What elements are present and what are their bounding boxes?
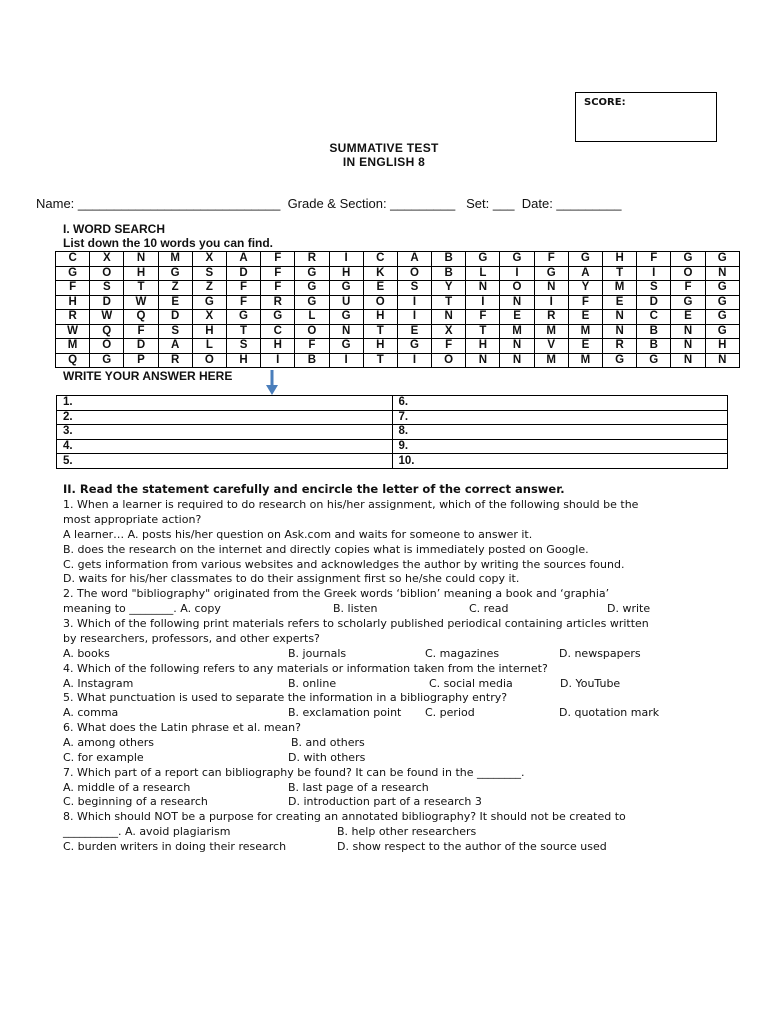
grid-cell: H (466, 339, 500, 354)
grid-cell: H (705, 339, 739, 354)
q3-options (63, 647, 743, 662)
grid-cell: Y (432, 281, 466, 296)
grid-cell: I (329, 252, 363, 267)
q5-option-b: B. exclamation point (288, 706, 402, 719)
grid-cell: N (500, 353, 534, 368)
grid-cell: R (534, 310, 568, 325)
q7-option-a: A. middle of a research (63, 781, 191, 794)
grid-cell: O (671, 266, 705, 281)
q8-stem-1: 8. Which should NOT be a purpose for creating an annotated bibliography? It should not be created to (63, 810, 626, 823)
grid-cell: B (432, 266, 466, 281)
grid-cell: G (705, 252, 739, 267)
q7-option-b: B. last page of a research (288, 781, 429, 794)
grid-cell: T (603, 266, 637, 281)
q4-option-b: B. online (288, 677, 337, 690)
answer-row (57, 439, 728, 454)
grid-cell: N (671, 353, 705, 368)
grid-cell: F (124, 324, 158, 339)
answer-label: WRITE YOUR ANSWER HERE (63, 369, 233, 383)
grid-cell: C (56, 252, 90, 267)
grid-cell: G (671, 252, 705, 267)
q3-option-b: B. journals (288, 647, 347, 660)
grid-row (56, 266, 740, 281)
answer-slot[interactable]: 10. (392, 454, 728, 469)
q6-option-d: D. with others (288, 751, 366, 764)
q5-stem: 5. What punctuation is used to separate the information in a bibliography entry? (63, 691, 508, 704)
answer-slot[interactable]: 5. (57, 454, 393, 469)
q2-option-d: D. write (607, 602, 651, 615)
grid-row (56, 353, 740, 368)
answer-slot[interactable]: 4. (57, 439, 393, 454)
grid-cell: M (500, 324, 534, 339)
grid-cell: V (534, 339, 568, 354)
grid-cell: Q (90, 324, 124, 339)
grid-cell: G (56, 266, 90, 281)
grid-cell: A (397, 252, 431, 267)
grid-cell: G (226, 310, 260, 325)
grid-cell: D (124, 339, 158, 354)
grid-cell: H (261, 339, 295, 354)
grid-cell: N (671, 339, 705, 354)
grid-cell: E (500, 310, 534, 325)
grid-cell: H (363, 310, 397, 325)
grid-row (56, 295, 740, 310)
grid-cell: A (568, 266, 602, 281)
title-line-2: IN ENGLISH 8 (342, 155, 426, 169)
grid-cell: G (705, 281, 739, 296)
grid-cell: I (397, 295, 431, 310)
grid-cell: G (261, 310, 295, 325)
grid-cell: I (637, 266, 671, 281)
grid-cell: O (295, 324, 329, 339)
answer-slot[interactable]: 3. (57, 425, 393, 440)
title-line-1: SUMMATIVE TEST (329, 141, 439, 155)
grid-cell: S (226, 339, 260, 354)
grid-cell: T (466, 324, 500, 339)
grid-cell: G (500, 252, 534, 267)
grid-cell: N (603, 324, 637, 339)
q6-stem: 6. What does the Latin phrase et al. mean? (63, 721, 301, 734)
grid-cell: H (56, 295, 90, 310)
grid-cell: P (124, 353, 158, 368)
grid-cell: F (261, 281, 295, 296)
grid-cell: O (90, 266, 124, 281)
grid-cell: D (158, 310, 192, 325)
grid-cell: E (568, 339, 602, 354)
grid-cell: M (603, 281, 637, 296)
grid-row (56, 281, 740, 296)
grid-cell: B (637, 339, 671, 354)
grid-cell: F (56, 281, 90, 296)
answer-row (57, 454, 728, 469)
q6-option-c: C. for example (63, 751, 144, 764)
grid-cell: O (363, 295, 397, 310)
grid-cell: F (671, 281, 705, 296)
grid-cell: X (192, 310, 226, 325)
grid-cell: R (261, 295, 295, 310)
grid-cell: G (603, 353, 637, 368)
grid-cell: O (500, 281, 534, 296)
grid-cell: F (466, 310, 500, 325)
q3-option-c: C. magazines (425, 647, 500, 660)
grid-cell: G (192, 295, 226, 310)
grid-cell: N (329, 324, 363, 339)
q6-option-b: B. and others (291, 736, 365, 749)
grid-cell: S (637, 281, 671, 296)
grid-cell: N (705, 266, 739, 281)
grid-cell: G (705, 324, 739, 339)
grid-cell: D (90, 295, 124, 310)
grid-cell: I (534, 295, 568, 310)
q2-row (63, 602, 743, 617)
grid-cell: N (671, 324, 705, 339)
grid-cell: W (124, 295, 158, 310)
grid-cell: M (56, 339, 90, 354)
grid-cell: G (397, 339, 431, 354)
q8-options-row-2 (63, 840, 743, 855)
grid-cell: W (90, 310, 124, 325)
grid-cell: E (568, 310, 602, 325)
grid-cell: H (192, 324, 226, 339)
answer-slot[interactable]: 1. (57, 396, 393, 411)
grid-cell: M (534, 353, 568, 368)
grid-cell: I (261, 353, 295, 368)
q5-option-c: C. period (425, 706, 475, 719)
section1-instruction: List down the 10 words you can find. (63, 236, 274, 250)
grid-cell: N (466, 353, 500, 368)
q3-stem-1: 3. Which of the following print materials refers to scholarly published periodical containing articles written (63, 617, 649, 630)
q8-option-b: B. help other researchers (337, 825, 477, 838)
grid-cell: C (637, 310, 671, 325)
grid-cell: F (637, 252, 671, 267)
grid-cell: G (466, 252, 500, 267)
q1-stem-2: most appropriate action? (63, 513, 202, 526)
answer-slot[interactable]: 6. (392, 396, 728, 411)
grid-row (56, 324, 740, 339)
grid-cell: H (329, 266, 363, 281)
grid-cell: C (363, 252, 397, 267)
q5-option-a: A. comma (63, 706, 119, 719)
q2-stem-2: meaning to ________. A. copy (63, 602, 221, 615)
q7-stem: 7. Which part of a report can bibliography be found? It can be found in the ________. (63, 766, 525, 779)
grid-cell: G (295, 266, 329, 281)
grid-cell: N (500, 295, 534, 310)
q3-stem-2: by researchers, professors, and other experts? (63, 632, 320, 645)
answer-table (56, 395, 728, 469)
grid-cell: I (397, 310, 431, 325)
grid-cell: H (226, 353, 260, 368)
grid-cell: G (329, 339, 363, 354)
q1-option-a: A learner… A. posts his/her question on Ask.com and waits for someone to answer it. (63, 528, 533, 541)
grid-cell: X (192, 252, 226, 267)
grid-cell: N (603, 310, 637, 325)
grid-cell: F (226, 281, 260, 296)
grid-cell: F (261, 252, 295, 267)
grid-cell: G (705, 310, 739, 325)
grid-cell: G (295, 295, 329, 310)
grid-cell: R (158, 353, 192, 368)
grid-cell: L (466, 266, 500, 281)
grid-cell: D (226, 266, 260, 281)
grid-cell: Q (56, 353, 90, 368)
q4-option-a: A. Instagram (63, 677, 134, 690)
grid-cell: O (397, 266, 431, 281)
grid-cell: F (568, 295, 602, 310)
grid-cell: B (295, 353, 329, 368)
answer-slot[interactable]: 2. (57, 410, 393, 425)
answer-slot[interactable]: 8. (392, 425, 728, 440)
grid-cell: O (432, 353, 466, 368)
grid-cell: G (90, 353, 124, 368)
q4-option-d: D. YouTube (560, 677, 621, 690)
q7-options-row-1 (63, 781, 743, 796)
score-box (575, 92, 717, 142)
grid-cell: A (158, 339, 192, 354)
grid-cell: I (329, 353, 363, 368)
grid-cell: T (124, 281, 158, 296)
q3-option-d: D. newspapers (559, 647, 641, 660)
grid-cell: N (466, 281, 500, 296)
grid-cell: S (397, 281, 431, 296)
grid-cell: E (158, 295, 192, 310)
q8-row (63, 825, 743, 840)
grid-cell: G (329, 281, 363, 296)
grid-cell: U (329, 295, 363, 310)
grid-cell: N (534, 281, 568, 296)
answer-row (57, 425, 728, 440)
grid-cell: H (363, 339, 397, 354)
section1-heading: I. WORD SEARCH (63, 222, 165, 236)
q2-option-b: B. listen (333, 602, 378, 615)
grid-cell: N (432, 310, 466, 325)
grid-cell: A (226, 252, 260, 267)
q6-option-a: A. among others (63, 736, 154, 749)
answer-row (57, 396, 728, 411)
q6-options-row-1 (63, 736, 743, 751)
q7-options-row-2 (63, 795, 743, 810)
arrow-down-icon (266, 370, 278, 396)
grid-cell: S (192, 266, 226, 281)
grid-cell: R (295, 252, 329, 267)
grid-cell: N (124, 252, 158, 267)
grid-row (56, 339, 740, 354)
grid-cell: E (671, 310, 705, 325)
grid-cell: S (158, 324, 192, 339)
grid-cell: T (363, 353, 397, 368)
grid-cell: G (329, 310, 363, 325)
q4-options (63, 677, 743, 692)
q4-stem: 4. Which of the following refers to any materials or information taken from the internet? (63, 662, 548, 675)
grid-cell: F (226, 295, 260, 310)
grid-cell: O (90, 339, 124, 354)
q3-option-a: A. books (63, 647, 110, 660)
grid-cell: O (192, 353, 226, 368)
q1-option-d: D. waits for his/her classmates to do their assignment first so he/she could copy it. (63, 572, 520, 585)
q1-option-c: C. gets information from various websites and acknowledges the author by writing the sources found. (63, 558, 625, 571)
grid-cell: L (192, 339, 226, 354)
grid-cell: Z (192, 281, 226, 296)
grid-cell: G (671, 295, 705, 310)
grid-cell: G (637, 353, 671, 368)
grid-cell: G (158, 266, 192, 281)
q4-option-c: C. social media (429, 677, 513, 690)
grid-cell: D (637, 295, 671, 310)
grid-cell: I (466, 295, 500, 310)
answer-slot[interactable]: 9. (392, 439, 728, 454)
grid-row (56, 310, 740, 325)
q1-option-b: B. does the research on the internet and directly copies what is immediately posted on Google. (63, 543, 589, 556)
grid-cell: R (56, 310, 90, 325)
grid-cell: M (158, 252, 192, 267)
grid-cell: F (534, 252, 568, 267)
section2-heading: II. Read the statement carefully and encircle the letter of the correct answer. (63, 482, 565, 496)
q1-stem-1: 1. When a learner is required to do research on his/her assignment, which of the following should be the (63, 498, 639, 511)
grid-cell: M (568, 324, 602, 339)
score-label: SCORE: (584, 97, 626, 108)
grid-cell: Z (158, 281, 192, 296)
grid-cell: L (295, 310, 329, 325)
grid-cell: C (261, 324, 295, 339)
q7-option-d: D. introduction part of a research 3 (288, 795, 482, 808)
grid-cell: Y (568, 281, 602, 296)
grid-row (56, 252, 740, 267)
grid-cell: H (124, 266, 158, 281)
grid-cell: T (432, 295, 466, 310)
grid-cell: I (397, 353, 431, 368)
grid-cell: K (363, 266, 397, 281)
grid-cell: F (261, 266, 295, 281)
grid-cell: W (56, 324, 90, 339)
grid-cell: R (603, 339, 637, 354)
grid-cell: M (534, 324, 568, 339)
q8-option-c: C. burden writers in doing their research (63, 840, 287, 853)
q5-option-d: D. quotation mark (559, 706, 660, 719)
grid-cell: T (226, 324, 260, 339)
grid-cell: E (397, 324, 431, 339)
grid-cell: X (432, 324, 466, 339)
grid-cell: Q (124, 310, 158, 325)
grid-cell: G (705, 295, 739, 310)
grid-cell: B (637, 324, 671, 339)
grid-cell: G (295, 281, 329, 296)
grid-cell: H (603, 252, 637, 267)
answer-slot[interactable]: 7. (392, 410, 728, 425)
grid-cell: B (432, 252, 466, 267)
grid-cell: S (90, 281, 124, 296)
name-line: Name: ____________________________ Grade & Section: _________ Set: ___ Date: _________ (36, 196, 622, 211)
q8-option-d: D. show respect to the author of the source used (337, 840, 607, 853)
grid-cell: I (500, 266, 534, 281)
q2-option-c: C. read (469, 602, 509, 615)
q5-options (63, 706, 743, 721)
grid-cell: N (500, 339, 534, 354)
grid-cell: G (534, 266, 568, 281)
grid-cell: M (568, 353, 602, 368)
q6-options-row-2 (63, 751, 743, 766)
q8-stem-2: __________. A. avoid plagiarism (63, 825, 231, 838)
answer-row (57, 410, 728, 425)
word-search-grid (55, 251, 740, 368)
grid-cell: T (363, 324, 397, 339)
grid-cell: F (295, 339, 329, 354)
grid-cell: F (432, 339, 466, 354)
q2-stem-1: 2. The word "bibliography" originated from the Greek words ‘biblion’ meaning a book and ‘graphia’ (63, 587, 610, 600)
grid-cell: E (363, 281, 397, 296)
grid-cell: N (705, 353, 739, 368)
grid-cell: E (603, 295, 637, 310)
grid-cell: G (568, 252, 602, 267)
q7-option-c: C. beginning of a research (63, 795, 208, 808)
grid-cell: X (90, 252, 124, 267)
